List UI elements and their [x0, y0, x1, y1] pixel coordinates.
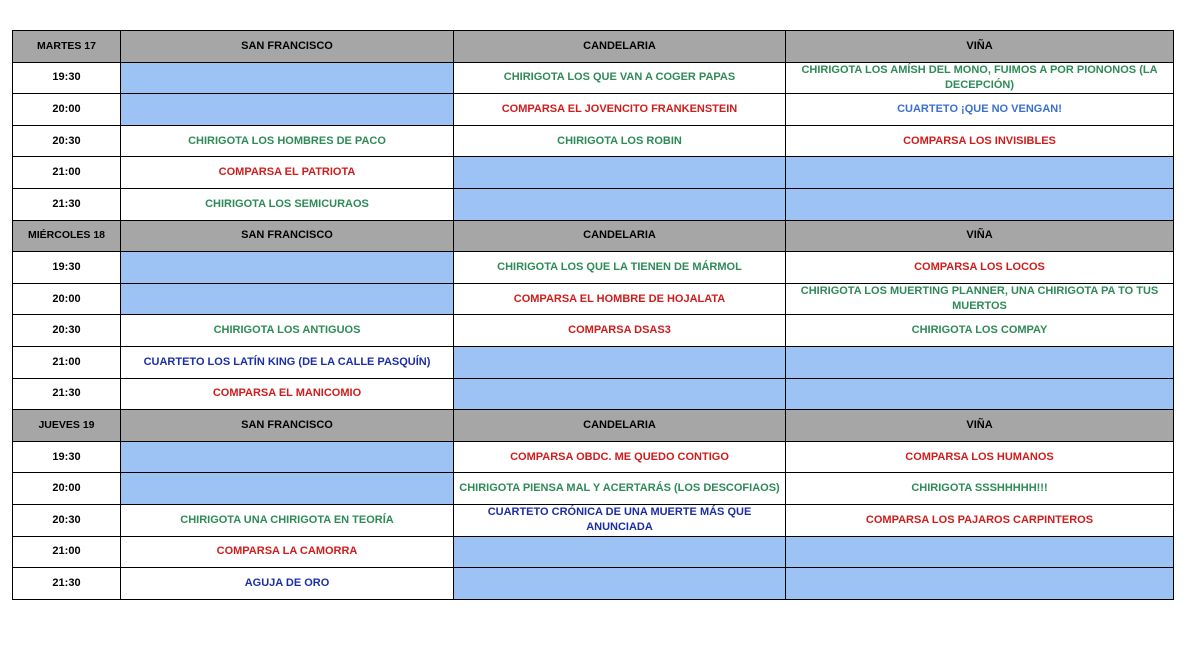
empty-slot-cell	[786, 378, 1174, 410]
schedule-row	[13, 536, 1174, 568]
venue-header: CANDELARIA	[454, 220, 786, 252]
time-cell: 21:30	[13, 568, 121, 600]
empty-slot-cell	[121, 252, 454, 284]
day-label: MARTES 17	[13, 31, 121, 63]
performance-cell: CUARTETO LOS LATÍN KING (DE LA CALLE PASQUÍN)	[121, 346, 454, 378]
empty-slot-cell	[454, 346, 786, 378]
empty-slot-cell	[454, 568, 786, 600]
performance-cell: COMPARSA DSAS3	[454, 315, 786, 347]
performance-cell: CHIRIGOTA LOS QUE VAN A COGER PAPAS	[454, 62, 786, 94]
time-cell: 21:00	[13, 157, 121, 189]
empty-slot-cell	[454, 378, 786, 410]
performance-cell: CHIRIGOTA LOS ANTIGUOS	[121, 315, 454, 347]
empty-slot-cell	[121, 62, 454, 94]
venue-header: CANDELARIA	[454, 31, 786, 63]
venue-header: VIÑA	[786, 220, 1174, 252]
performance-cell: COMPARSA OBDC. ME QUEDO CONTIGO	[454, 441, 786, 473]
performance-cell: COMPARSA LOS INVISIBLES	[786, 125, 1174, 157]
empty-slot-cell	[786, 536, 1174, 568]
time-cell: 21:00	[13, 536, 121, 568]
empty-slot-cell	[454, 188, 786, 220]
schedule-row	[13, 315, 1174, 347]
venue-header: SAN FRANCISCO	[121, 410, 454, 442]
schedule-table	[12, 30, 1174, 600]
performance-cell: CUARTETO ¡QUE NO VENGAN!	[786, 94, 1174, 126]
performance-cell: CHIRIGOTA PIENSA MAL Y ACERTARÁS (LOS DESCOFIAOS)	[454, 473, 786, 505]
time-cell: 19:30	[13, 441, 121, 473]
performance-cell: COMPARSA LA CAMORRA	[121, 536, 454, 568]
schedule-row	[13, 94, 1174, 126]
schedule-row	[13, 125, 1174, 157]
empty-slot-cell	[786, 157, 1174, 189]
schedule-row	[13, 568, 1174, 600]
time-cell: 20:30	[13, 504, 121, 536]
schedule-row	[13, 157, 1174, 189]
performance-cell: CHIRIGOTA LOS AMÍSH DEL MONO, FUIMOS A POR PIONONOS (LA DECEPCIÓN)	[786, 62, 1174, 94]
day-header-row	[13, 220, 1174, 252]
empty-slot-cell	[786, 568, 1174, 600]
performance-cell: CHIRIGOTA SSSHHHHH!!!	[786, 473, 1174, 505]
schedule-row	[13, 62, 1174, 94]
performance-cell: CHIRIGOTA LOS MUERTING PLANNER, UNA CHIRIGOTA PA TO TUS MUERTOS	[786, 283, 1174, 315]
time-cell: 21:30	[13, 378, 121, 410]
schedule-row	[13, 504, 1174, 536]
schedule-body	[13, 31, 1174, 600]
empty-slot-cell	[121, 441, 454, 473]
performance-cell: COMPARSA LOS PAJAROS CARPINTEROS	[786, 504, 1174, 536]
performance-cell: COMPARSA EL MANICOMIO	[121, 378, 454, 410]
time-cell: 20:00	[13, 473, 121, 505]
performance-cell: COMPARSA EL PATRIOTA	[121, 157, 454, 189]
time-cell: 20:30	[13, 315, 121, 347]
performance-cell: CHIRIGOTA LOS COMPAY	[786, 315, 1174, 347]
venue-header: VIÑA	[786, 410, 1174, 442]
day-label: JUEVES 19	[13, 410, 121, 442]
performance-cell: COMPARSA LOS HUMANOS	[786, 441, 1174, 473]
schedule-row	[13, 346, 1174, 378]
performance-cell: CHIRIGOTA UNA CHIRIGOTA EN TEORÍA	[121, 504, 454, 536]
schedule-row	[13, 252, 1174, 284]
venue-header: VIÑA	[786, 31, 1174, 63]
empty-slot-cell	[121, 473, 454, 505]
performance-cell: CHIRIGOTA LOS HOMBRES DE PACO	[121, 125, 454, 157]
performance-cell: COMPARSA EL JOVENCITO FRANKENSTEIN	[454, 94, 786, 126]
performance-cell: AGUJA DE ORO	[121, 568, 454, 600]
schedule-row	[13, 378, 1174, 410]
empty-slot-cell	[121, 94, 454, 126]
performance-cell: COMPARSA LOS LOCOS	[786, 252, 1174, 284]
schedule-row	[13, 188, 1174, 220]
time-cell: 20:00	[13, 283, 121, 315]
performance-cell: CHIRIGOTA LOS ROBIN	[454, 125, 786, 157]
performance-cell: CUARTETO CRÓNICA DE UNA MUERTE MÁS QUE ANUNCIADA	[454, 504, 786, 536]
performance-cell: CHIRIGOTA LOS SEMICURAOS	[121, 188, 454, 220]
venue-header: SAN FRANCISCO	[121, 220, 454, 252]
time-cell: 20:00	[13, 94, 121, 126]
performance-cell: COMPARSA EL HOMBRE DE HOJALATA	[454, 283, 786, 315]
empty-slot-cell	[454, 536, 786, 568]
empty-slot-cell	[121, 283, 454, 315]
time-cell: 21:30	[13, 188, 121, 220]
performance-cell: CHIRIGOTA LOS QUE LA TIENEN DE MÁRMOL	[454, 252, 786, 284]
venue-header: CANDELARIA	[454, 410, 786, 442]
empty-slot-cell	[786, 188, 1174, 220]
day-label: MIÉRCOLES 18	[13, 220, 121, 252]
empty-slot-cell	[454, 157, 786, 189]
day-header-row	[13, 31, 1174, 63]
empty-slot-cell	[786, 346, 1174, 378]
time-cell: 20:30	[13, 125, 121, 157]
schedule-row	[13, 283, 1174, 315]
time-cell: 19:30	[13, 62, 121, 94]
venue-header: SAN FRANCISCO	[121, 31, 454, 63]
time-cell: 19:30	[13, 252, 121, 284]
day-header-row	[13, 410, 1174, 442]
time-cell: 21:00	[13, 346, 121, 378]
schedule-row	[13, 473, 1174, 505]
schedule-row	[13, 441, 1174, 473]
